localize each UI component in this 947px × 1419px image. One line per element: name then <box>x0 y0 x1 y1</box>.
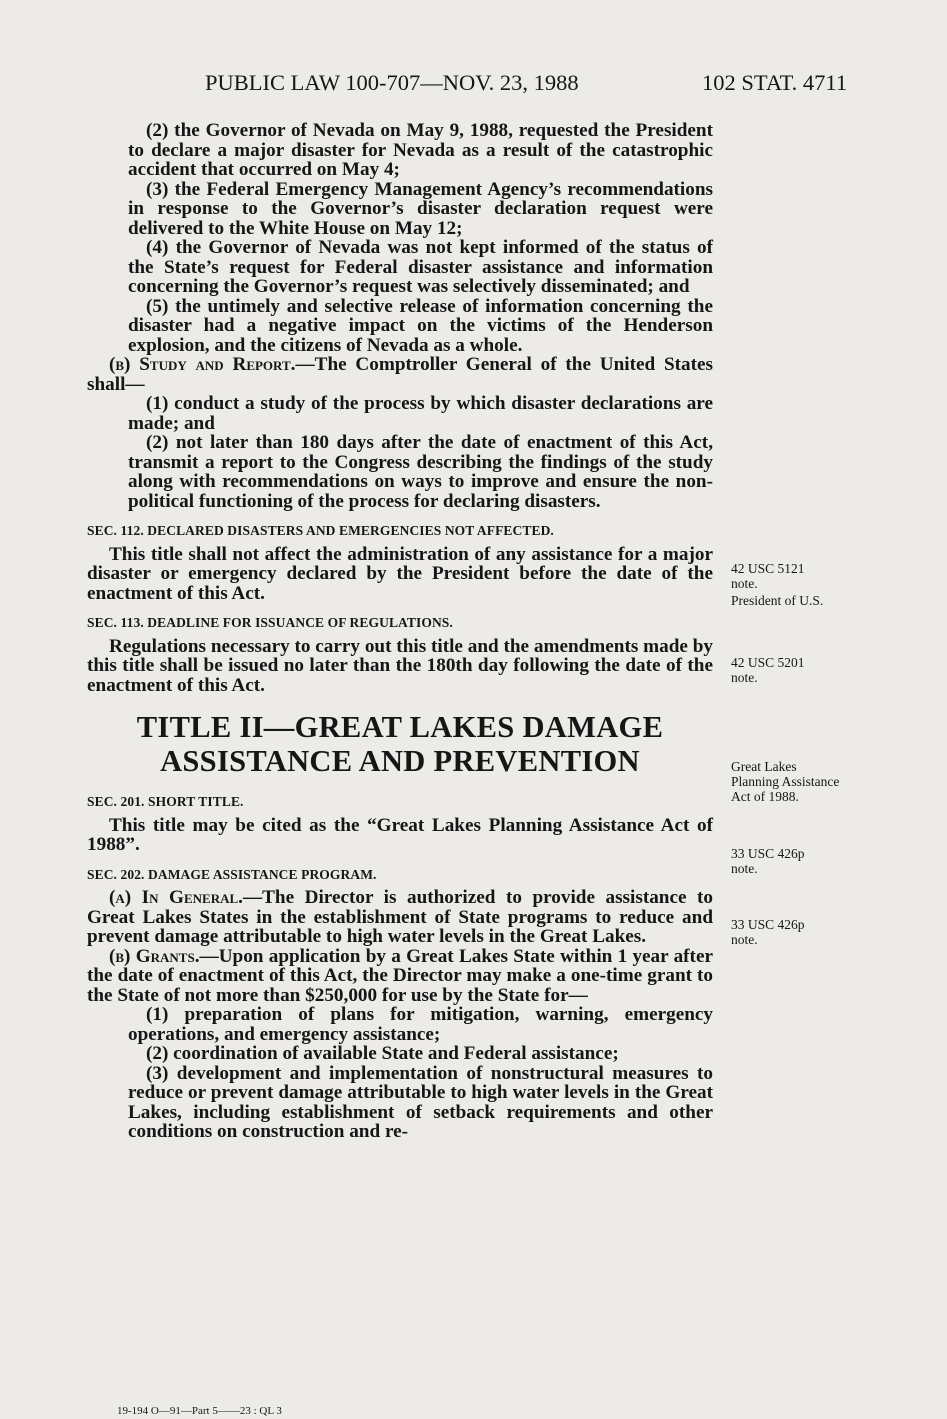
margin-note-33-usc-426p-a: 33 USC 426p note. <box>731 846 805 876</box>
section-112-text: This title shall not affect the administration of any assistance for a major disaster or emergency declared by the President before the date of the enactment of this Act. <box>87 543 713 604</box>
study-text: —The Comptroller General of the United States shall— <box>87 354 714 395</box>
margin-note-great-lakes-act: Great Lakes Planning Assistance Act of 1988. <box>731 759 840 804</box>
margin-note-33-usc-426p-b: 33 USC 426p note. <box>731 917 805 947</box>
general-heading: (a) In General. <box>109 887 243 908</box>
general-paragraph <box>87 888 713 947</box>
study-item-2: (2) not later than 180 days after the date of enactment of this Act, transmit a report to the Congress describing the findings of the study along with recommendations on ways to improve and ensure the non-political functioning of the process for declaring disasters. <box>128 432 713 512</box>
section-112-heading: SEC. 112. DECLARED DISASTERS AND EMERGENCIES NOT AFFECTED. <box>87 523 554 538</box>
general-text: —The Director is authorized to provide assistance to Great Lakes States in the establishment of State programs to reduce and prevent damage attributable to high water levels in the Great Lakes. <box>87 887 713 947</box>
section-201-heading: SEC. 201. SHORT TITLE. <box>87 794 244 809</box>
title-ii-heading <box>87 710 713 778</box>
title-line-1: TITLE II—GREAT LAKES DAMAGE <box>136 710 664 744</box>
grants-paragraph <box>87 947 713 1006</box>
grant-item-1: (1) preparation of plans for mitigation, warning, emergency operations, and emergency assistance; <box>128 1004 713 1045</box>
grants-heading: (b) Grants. <box>109 945 200 967</box>
grant-item-2: (2) coordination of available State and Federal assistance; <box>146 1043 619 1064</box>
header-stat: 102 STAT. 4711 <box>702 70 848 95</box>
section-202-heading: SEC. 202. DAMAGE ASSISTANCE PROGRAM. <box>87 866 377 882</box>
margin-note-42-usc-5121: 42 USC 5121 note. <box>731 561 805 591</box>
study-item-1: (1) conduct a study of the process by which disaster declarations are made; and <box>128 393 713 434</box>
header-title: PUBLIC LAW 100-707—NOV. 23, 1988 <box>205 70 579 95</box>
page-footer: 19-194 O—91—Part 5——23 : QL 3 <box>117 1405 282 1417</box>
main-text-column <box>87 121 713 1142</box>
margin-note-42-usc-5201: 42 USC 5201 note. <box>731 655 805 685</box>
section-113-text: Regulations necessary to carry out this title and the amendments made by this title shall be issued no later than the 180th day following the date of the enactment of this Act. <box>87 635 713 696</box>
study-heading: (b) Study and Report. <box>109 354 296 375</box>
section-201-text: This title may be cited as the “Great Lakes Planning Assistance Act of 1988”. <box>87 814 713 855</box>
paragraph-5: (5) the untimely and selective release of information concerning the disaster had a negative impact on the victims of the Henderson explosion, and the citizens of Nevada as a whole. <box>128 295 713 356</box>
paragraph-4: (4) the Governor of Nevada was not kept informed of the status of the State’s request for Federal disaster assistance and information concerning the Governor’s request was selectively disseminated; and <box>128 237 713 297</box>
grant-item-3: (3) development and implementation of nonstructural measures to reduce or prevent damage attributable to high water levels in the Great Lakes, including establishment of setback requirements and other conditions on construction and re- <box>128 1062 713 1142</box>
margin-note-president: President of U.S. <box>731 593 824 608</box>
title-line-2: ASSISTANCE AND PREVENTION <box>160 744 640 778</box>
paragraph-2: (2) the Governor of Nevada on May 9, 1988, requested the President to declare a major disaster for Nevada as a result of the catastrophic accident that occurred on May 4; <box>128 120 713 180</box>
section-113-heading: SEC. 113. DEADLINE FOR ISSUANCE OF REGULATIONS. <box>87 615 453 630</box>
study-report-paragraph <box>87 355 713 394</box>
grants-text: —Upon application by a Great Lakes State within 1 year after the date of enactment of this Act, the Director may make a one-time grant to the State of not more than $250,000 for use by the State for— <box>87 945 713 1006</box>
paragraph-3: (3) the Federal Emergency Management Agency’s recommendations in response to the Governor’s disaster declaration request were delivered to the White House on May 12; <box>128 178 713 239</box>
